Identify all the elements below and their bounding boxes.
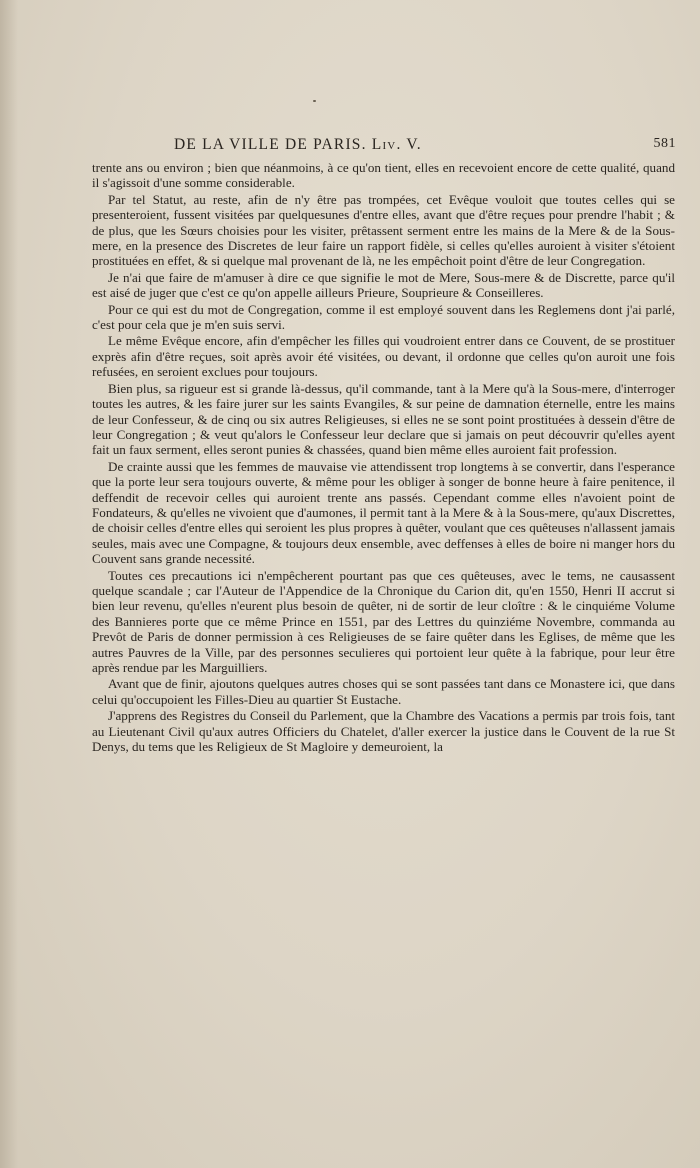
paragraph: trente ans ou environ ; bien que néanmoins, à ce qu'on tient, elles en recevoient encore de cette qualité, quand il s'agissoit d'une somme considerable. xyxy=(92,160,675,191)
paragraph: Toutes ces precautions ici n'empêcherent pourtant pas que ces quêteuses, avec le tems, ne causassent quelque scandale ; car l'Auteur de l'Appendice de la Chronique du Carion dit, qu'en 1550, Henri II accrut si bien leur revenu, qu'elles n'eurent plus besoin de quêter, ni de sortir de leur cloître : & le cinquiéme Volume des Bannieres porte que ce même Prince en 1551, par des Lettres du quinziéme Novembre, commanda au Prevôt de Paris de donner permission à ces Religieuses de se faire quêter dans les Eglises, de même que les autres Pauvres de la Ville, par des personnes seculieres qui portoient leur quête à la fabrique, pour leur être après rendue par les Marguilliers. xyxy=(92,567,675,675)
running-title: DE LA VILLE DE PARIS. Liv. V. xyxy=(174,136,422,153)
paragraph: Par tel Statut, au reste, afin de n'y être pas trompées, cet Evêque vouloit que toutes celles qui se presenteroient, fussent visitées par quelquesunes d'entre elles, avant que d'être reçues pour prendre l'habit ; & de plus, que les Sœurs choisies pour les visiter, prêtassent serment entre les mains de la Mere & de la Sous-mere, en la presence des Discretes de leur faire un rapport fidèle, si celles qu'elles auroient à visiter s'étoient prostituées en effet, & si quelque mal provenant de là, ne les empêchoit point d'être de leur Congregation. xyxy=(92,191,675,269)
paragraph: Avant que de finir, ajoutons quelques autres choses qui se sont passées tant dans ce Monastere ici, que dans celui qu'occupoient les Filles-Dieu au quartier St Eustache. xyxy=(92,676,675,707)
page-number: 581 xyxy=(653,136,676,151)
paragraph: Je n'ai que faire de m'amuser à dire ce que signifie le mot de Mere, Sous-mere & de Discrette, parce qu'il est aisé de juger que c'est ce qu'on appelle ailleurs Prieure, Souprieure & Conseilleres. xyxy=(92,269,675,301)
paragraph: Le même Evêque encore, afin d'empêcher les filles qui voudroient entrer dans ce Couvent, de se prostituer exprès afin d'être reçues, soit après avoir été visitées, ou devant, il ordonne que celles qu'on auroit une fois refusées, en seroient exclues pour toujours. xyxy=(92,333,675,380)
page-header xyxy=(96,136,676,162)
body-text xyxy=(92,160,675,755)
paragraph: De crainte aussi que les femmes de mauvaise vie attendissent trop longtems à se convertir, dans l'esperance que la porte leur sera toujours ouverte, & même pour les obliger à songer de bonne heure à faire penitence, il deffendit de recevoir celles qui auroient trente ans passés. Cependant comme elles n'avoient point de Fondateurs, & qu'elles ne vivoient que d'aumones, il permit tant à la Mere & à la Sous-mere, qu'aux Discrettes, de choisir celles d'entre elles qui seroient les plus propres à quêter, voulant que ces quêteuses n'allassent jamais seules, mais avec une Compagne, & toujours deux ensemble, avec deffenses à elles de boire ni manger hors du Couvent sans grande necessité. xyxy=(92,458,675,567)
ink-speck xyxy=(313,100,316,102)
paragraph: Pour ce qui est du mot de Congregation, comme il est employé souvent dans les Reglemens dont j'ai parlé, c'est pour cela que je m'en suis servi. xyxy=(92,301,675,333)
paragraph: J'apprens des Registres du Conseil du Parlement, que la Chambre des Vacations a permis par trois fois, tant au Lieutenant Civil qu'aux autres Officiers du Chatelet, d'aller exercer la justice dans le Couvent de la rue St Denys, du tems que les Religieux de St Magloire y demeuroient, la xyxy=(92,708,675,755)
paragraph: Bien plus, sa rigueur est si grande là-dessus, qu'il commande, tant à la Mere qu'à la Sous-mere, d'interroger toutes les autres, & les faire jurer sur les saints Evangiles, & sur peine de damnation éternelle, entre les mains de leur Confesseur, & de cinq ou six autres Religieuses, si elles ne se sont point prostituées à dessein d'être de leur Congregation ; & veut qu'alors le Confesseur leur declare que si jamais on peut découvrir qu'elles ayent fait un faux serment, elles seront punies & chassées, quand bien même elles auroient fait profession. xyxy=(92,380,675,458)
